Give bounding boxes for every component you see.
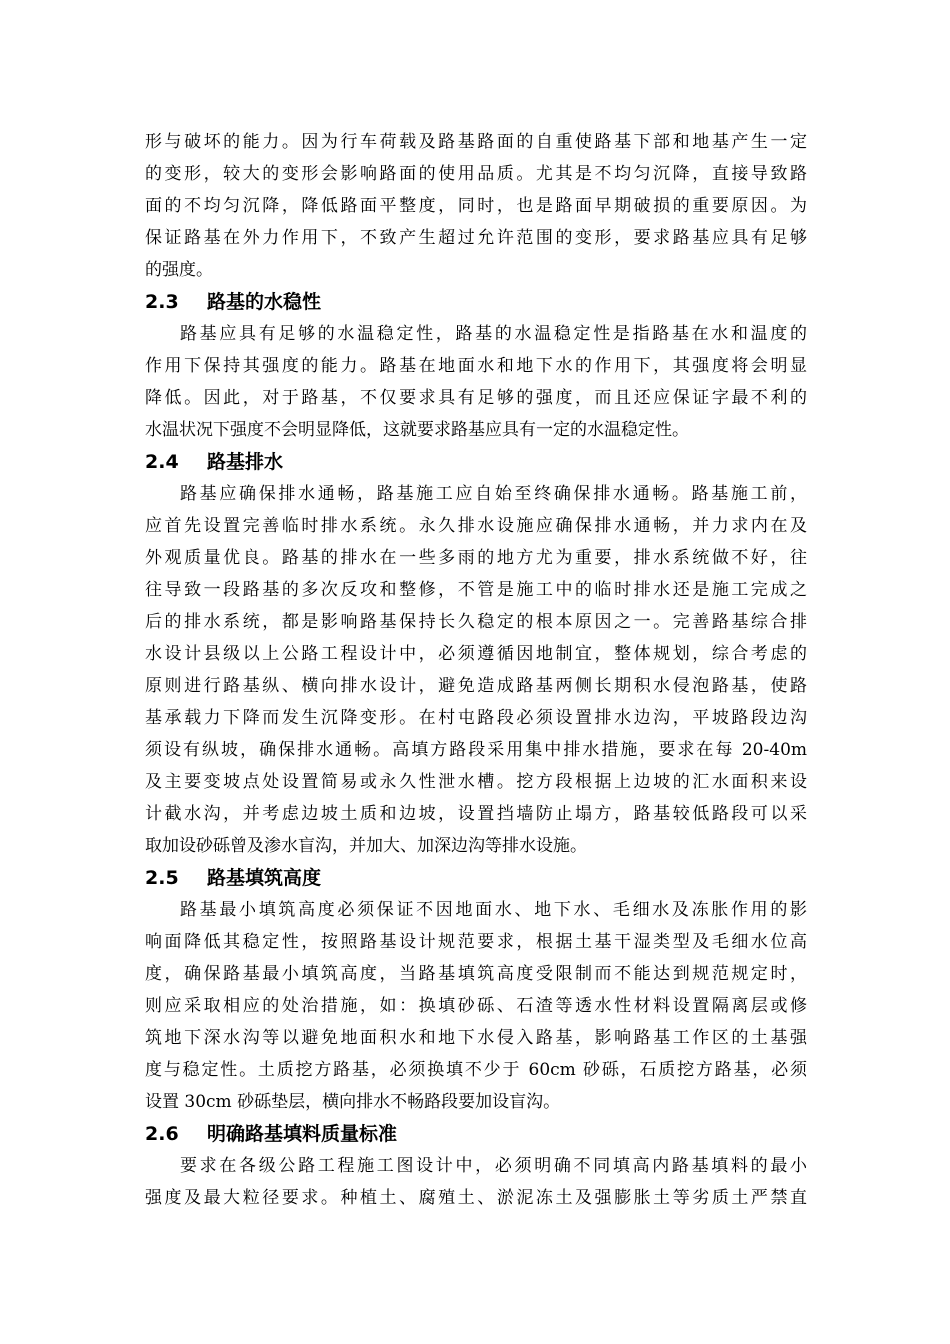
text-line: 路基应确保排水通畅，路基施工应自始至终确保排水通畅。路基施工前， <box>180 484 807 504</box>
section-title: 路基的水稳性 <box>207 291 322 313</box>
section-number: 2.4 <box>145 451 179 473</box>
text-line: 的强度。 <box>145 260 213 280</box>
text-line: 强度及最大粒径要求。种植土、腐殖土、淤泥冻土及强膨胀土等劣质土严禁直 <box>145 1188 807 1208</box>
text-line: 筑地下深水沟等以避免地面积水和地下水侵入路基，影响路基工作区的土基强 <box>145 1028 807 1048</box>
text-line: 外观质量优良。路基的排水在一些多雨的地方尤为重要，排水系统做不好，往 <box>145 548 807 568</box>
text-line: 及主要变坡点处设置简易或永久性泄水槽。挖方段根据上边坡的汇水面积来设 <box>145 772 807 792</box>
text-line: 应首先设置完善临时排水系统。永久排水设施应确保排水通畅，并力求内在及 <box>145 516 807 536</box>
text-line: 往导致一段路基的多次反攻和整修，不管是施工中的临时排水还是施工完成之 <box>145 580 807 600</box>
text-line: 度，确保路基最小填筑高度，当路基填筑高度受限制而不能达到规范规定时， <box>145 964 807 984</box>
text-line: 降低。因此，对于路基，不仅要求具有足够的强度，而且还应保证字最不利的 <box>145 388 807 408</box>
section-title: 路基排水 <box>207 451 284 473</box>
text-line: 后的排水系统，都是影响路基保持长久稳定的根本原因之一。完善路基综合排 <box>145 612 807 632</box>
section-heading-2-6 <box>145 1118 807 1150</box>
text-line: 原则进行路基纵、横向排水设计，避免造成路基两侧长期积水侵泡路基，使路 <box>145 676 807 696</box>
section-heading-2-4 <box>145 446 807 478</box>
text-line: 计截水沟，并考虑边坡土质和边坡，设置挡墙防止塌方，路基较低路段可以采 <box>145 804 807 824</box>
text-line: 则应采取相应的处治措施，如：换填砂砾、石渣等透水性材料设置隔离层或修 <box>145 996 807 1016</box>
text-line: 水设计县级以上公路工程设计中，必须遵循因地制宜，整体规划，综合考虑的 <box>145 644 807 664</box>
text-line: 的变形，较大的变形会影响路面的使用品质。尤其是不均匀沉降，直接导致路 <box>145 164 807 184</box>
paragraph-strength-continued <box>145 126 807 286</box>
text-line: 形与破坏的能力。因为行车荷载及路基路面的自重使路基下部和地基产生一定 <box>145 132 807 152</box>
section-number: 2.6 <box>145 1123 179 1145</box>
text-line: 度与稳定性。土质挖方路基，必须换填不少于 60cm 砂砾，石质挖方路基，必须 <box>145 1060 807 1080</box>
text-line: 路基最小填筑高度必须保证不因地面水、地下水、毛细水及冻胀作用的影 <box>180 900 807 920</box>
text-line: 基承载力下降而发生沉降变形。在村屯路段必须设置排水边沟，平坡路段边沟 <box>145 708 807 728</box>
text-line: 作用下保持其强度的能力。路基在地面水和地下水的作用下，其强度将会明显 <box>145 356 807 376</box>
paragraph-fill-height <box>145 894 807 1118</box>
section-title: 明确路基填料质量标准 <box>207 1123 398 1145</box>
document-body <box>145 126 807 1214</box>
text-line: 路基应具有足够的水温稳定性，路基的水温稳定性是指路基在水和温度的 <box>180 324 807 344</box>
paragraph-drainage <box>145 478 807 862</box>
section-heading-2-3 <box>145 286 807 318</box>
section-number: 2.5 <box>145 867 179 889</box>
text-line: 设置 30cm 砂砾垫层，横向排水不畅路段要加设盲沟。 <box>145 1092 561 1112</box>
text-line: 响面降低其稳定性，按照路基设计规范要求，根据土基干湿类型及毛细水位高 <box>145 932 807 952</box>
text-line: 水温状况下强度不会明显降低，这就要求路基应具有一定的水温稳定性。 <box>145 420 689 440</box>
text-line: 面的不均匀沉降，降低路面平整度，同时，也是路面早期破损的重要原因。为 <box>145 196 807 216</box>
section-title: 路基填筑高度 <box>207 867 322 889</box>
section-heading-2-5 <box>145 862 807 894</box>
paragraph-water-stability <box>145 318 807 446</box>
text-line: 要求在各级公路工程施工图设计中，必须明确不同填高内路基填料的最小 <box>180 1156 807 1176</box>
text-line: 取加设砂砾曾及渗水盲沟，并加大、加深边沟等排水设施。 <box>145 836 587 856</box>
paragraph-fill-material <box>145 1150 807 1214</box>
section-number: 2.3 <box>145 291 179 313</box>
text-line: 须设有纵坡，确保排水通畅。高填方路段采用集中排水措施，要求在每 20-40m <box>145 740 807 760</box>
text-line: 保证路基在外力作用下，不致产生超过允许范围的变形，要求路基应具有足够 <box>145 228 807 248</box>
